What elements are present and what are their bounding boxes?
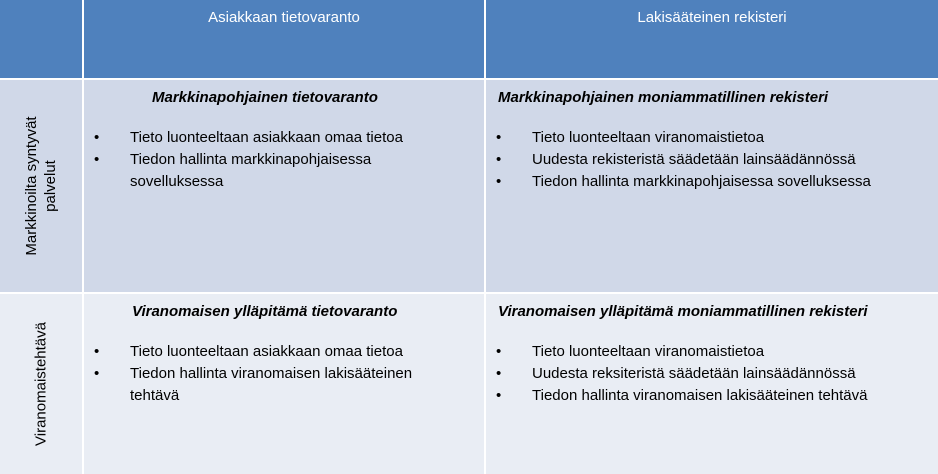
row-label-cell-markkinat <box>0 80 82 292</box>
list-item: • Tiedon hallinta viranomaisen lakisääteinen tehtävä <box>486 385 932 407</box>
row-label-line: palvelut <box>42 160 59 212</box>
list-item: • Uudesta reksiteristä säädetään lainsäädännössä <box>486 363 932 385</box>
bullet-list <box>486 341 938 407</box>
cell-title: Markkinapohjainen tietovaranto <box>152 89 378 106</box>
cell-title: Markkinapohjainen moniammatillinen rekisteri <box>498 89 829 106</box>
cell-viranomaisen-rekisteri <box>486 294 938 474</box>
row-label-line: Viranomaistehtävä <box>32 322 50 446</box>
header-lakisaateinen-rekisteri <box>486 0 938 78</box>
cell-title: Viranomaisen ylläpitämä tietovaranto <box>132 303 398 320</box>
cell-viranomaisen-tietovaranto <box>84 294 484 474</box>
list-item: • Uudesta rekisteristä säädetään lainsäädännössä <box>486 149 932 171</box>
header-label: Lakisääteinen rekisteri <box>637 9 787 26</box>
bullet-list <box>84 127 484 193</box>
header-corner-cell <box>0 0 82 78</box>
list-item: • Tiedon hallinta markkinapohjaisessa sovelluksessa <box>486 171 932 193</box>
row-label-line: Markkinoilta syntyvät <box>23 116 40 256</box>
list-item: • Tieto luonteeltaan asiakkaan omaa tietoa <box>84 127 460 149</box>
list-item: • Tieto luonteeltaan viranomaistietoa <box>486 127 932 149</box>
header-label: Asiakkaan tietovaranto <box>208 9 360 26</box>
bullet-list <box>486 127 938 193</box>
list-item: • Tieto luonteeltaan asiakkaan omaa tietoa <box>84 341 460 363</box>
row-label-viranomainen <box>32 322 51 446</box>
list-item: • Tieto luonteeltaan viranomaistietoa <box>486 341 932 363</box>
bullet-list <box>84 341 484 407</box>
row-label-cell-viranomainen <box>0 294 82 474</box>
cell-markkinapohjainen-rekisteri <box>486 80 938 292</box>
row-label-markkinat <box>22 116 60 255</box>
list-item: • Tiedon hallinta markkinapohjaisessa sovelluksessa <box>84 149 460 193</box>
cell-markkinapohjainen-tietovaranto <box>84 80 484 292</box>
list-item: • Tiedon hallinta viranomaisen lakisääteinen tehtävä <box>84 363 460 407</box>
header-asiakkaan-tietovaranto <box>84 0 484 78</box>
cell-title: Viranomaisen ylläpitämä moniammatillinen rekisteri <box>498 303 868 320</box>
